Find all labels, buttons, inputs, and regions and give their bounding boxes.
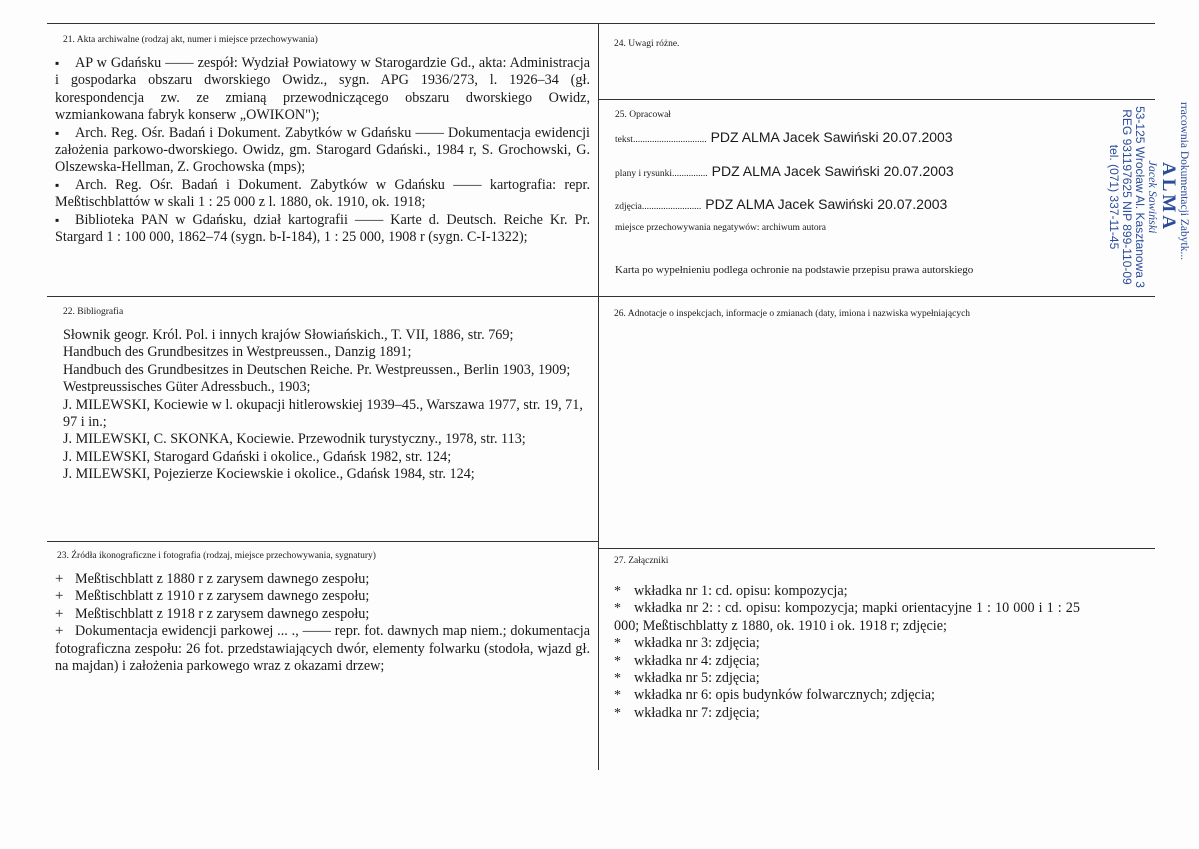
list-item: ▪ Arch. Reg. Ośr. Badań i Dokument. Zabytków w Gdańsku —— kartografia: repr. Meßtischblattów w skali 1 : 25 000 z l. 1880, ok. 1910, ok. 1918; (55, 176, 590, 211)
asterisk-bullet-icon: * (614, 671, 621, 687)
photos-author-value: PDZ ALMA Jacek Sawiński 20.07.2003 (705, 196, 948, 212)
list-item: * wkładka nr 7: zdjęcia; (614, 704, 760, 721)
list-item: * wkładka nr 2: : cd. opisu: kompozycja; mapki orientacyjne 1 : 10 000 i 1 : 25 000; Meßtischblatty z 1880, ok. 1910 i ok. 1918 r; zdjęcie; (614, 600, 1080, 634)
rule-left-2 (47, 541, 598, 542)
section-21-list (55, 55, 590, 246)
top-rule (47, 23, 1155, 24)
rule-right-2 (599, 296, 1155, 297)
asterisk-bullet-icon: * (614, 705, 621, 721)
section-23-heading: 23. Źródła ikonograficzne i fotografia (rodzaj, miejsce przechowywania, sygnatury) (57, 551, 376, 561)
stamp-line-4: 53-125 Wrocław Al. Kasztanowa 3 (1133, 106, 1147, 288)
photos-author-row: zdjęcia......................... PDZ ALMA Jacek Sawiński 20.07.2003 (615, 196, 948, 212)
asterisk-bullet-icon: * (614, 584, 621, 599)
section-22-list (55, 327, 590, 484)
plus-bullet-icon: + (55, 571, 64, 587)
text-author-value: PDZ ALMA Jacek Sawiński 20.07.2003 (710, 129, 953, 145)
square-bullet-icon: ▪ (55, 56, 60, 70)
list-item: * wkładka nr 4: zdjęcia; (614, 652, 760, 669)
list-item: + Meßtischblatt z 1918 r z zarysem dawnego zespołu; (55, 605, 370, 622)
list-item: J. MILEWSKI, C. SKONKA, Kociewie. Przewodnik turystyczny., 1978, str. 113; (63, 431, 526, 448)
square-bullet-icon: ▪ (55, 125, 60, 140)
list-item: J. MILEWSKI, Kociewie w l. okupacji hitlerowskiej 1939–45., Warszawa 1977, str. 19, 71, 97 i in.; (63, 396, 583, 431)
list-item: ▪ AP w Gdańsku —— zespół: Wydział Powiatowy w Starogardzie Gd., akta: Administracja i gospodarka obszaru dworskiego Owidz., sygn. APG 1936/273, l. 1926–34 (gł. korespondencja zw. ze zmianą przewodniczącego obszaru dworskiego Owidz, wzmiankowana fabryk konserw „OWIKON"); (55, 55, 590, 124)
section-22-heading: 22. Bibliografia (63, 307, 124, 317)
stamp-line-2: ALMA (1158, 161, 1179, 233)
rule-left-1 (47, 296, 598, 297)
section-27-attachments (614, 555, 1080, 722)
list-item: * wkładka nr 3: zdjęcia; (614, 635, 760, 652)
list-item: + Dokumentacja ewidencji parkowej ... ., —— repr. fot. dawnych map niem.; dokumentacja fotograficzna zespołu: 26 fot. przedstawiających dwór, elementy folwarku (stodoła, wjazd gł. na majdan) i założenia parkowego wraz z okazami drzew; (55, 623, 590, 675)
section-21-heading: 21. Akta archiwalne (rodzaj akt, numer i miejsce przechowywania) (63, 35, 318, 45)
section-24-heading: 24. Uwagi różne. (614, 39, 680, 49)
plus-bullet-icon: + (55, 605, 64, 622)
section-25-heading: 25. Opracował (615, 110, 671, 120)
section-23-iconographic-sources (55, 550, 590, 675)
section-27-list (614, 583, 1080, 722)
list-item: ▪ Arch. Reg. Ośr. Badań i Dokument. Zabytków w Gdańsku —— Dokumentacja ewidencji założenia parkowo-dworskiego. Owidz, gm. Starogard Gdański., 1984 r, S. Grochowski, G. Olszewska-Hellman, Z. Grochowska (mps); (55, 124, 590, 176)
stamp-line-5: REG 931197625 NIP 899-110-09 (1120, 109, 1134, 285)
list-item: * wkładka nr 5: zdjęcia; (614, 670, 760, 687)
section-26-annotations (614, 308, 1144, 329)
rule-right-3 (599, 548, 1155, 549)
list-item: * wkładka nr 6: opis budynków folwarcznych; zdjęcia; (614, 687, 935, 704)
list-item: Handbuch des Grundbesitzes in Deutschen Reiche. Pr. Westpreussen., Berlin 1903, 1909; (63, 361, 571, 378)
drawings-author-value: PDZ ALMA Jacek Sawiński 20.07.2003 (711, 163, 954, 179)
asterisk-bullet-icon: * (614, 688, 621, 704)
drawings-author-row: plany i rysunki............... PDZ ALMA Jacek Sawiński 20.07.2003 (615, 163, 954, 179)
section-21-archival-records (55, 34, 590, 246)
section-24-notes (614, 38, 1144, 59)
square-bullet-icon: ▪ (55, 177, 60, 192)
asterisk-bullet-icon: * (614, 636, 621, 652)
list-item: + Meßtischblatt z 1880 r z zarysem dawnego zespołu; (55, 571, 370, 587)
list-item: J. MILEWSKI, Starogard Gdański i okolice., Gdańsk 1982, str. 124; (63, 448, 452, 465)
stamp-line-1: rracownia Dokumentacji Zabytk... (1178, 102, 1190, 261)
list-item: Słownik geogr. Król. Pol. i innych krajów Słowiańskich., T. VII, 1886, str. 769; (63, 327, 514, 343)
plus-bullet-icon: + (55, 588, 64, 605)
negatives-location: miejsce przechowywania negatywów: archiwum autora (615, 223, 827, 233)
section-27-heading: 27. Załączniki (614, 556, 669, 566)
copyright-notice: Karta po wypełnieniu podlega ochronie na podstawie przepisu prawa autorskiego (615, 264, 974, 276)
section-22-bibliography (55, 306, 590, 484)
list-item: ▪ Biblioteka PAN w Gdańsku, dział kartografii —— Karte d. Deutsch. Reiche Kr. Pr. Stargard 1 : 100 000, 1862–74 (sygn. b-I-184), 1 : 25 000, 1908 r (sygn. C-I-1322); (55, 211, 590, 246)
stamp-line-6: tel. (071) 337-11-45 (1107, 144, 1121, 250)
list-item: Westpreussisches Güter Adressbuch., 1903; (63, 379, 311, 396)
company-stamp (1040, 102, 1199, 288)
section-23-list (55, 571, 590, 675)
plus-bullet-icon: + (55, 623, 64, 640)
list-item: J. MILEWSKI, Pojezierze Kociewskie i okolice., Gdańsk 1984, str. 124; (63, 466, 475, 483)
square-bullet-icon: ▪ (55, 212, 60, 227)
section-25-prepared-by (599, 100, 1044, 296)
text-author-row: tekst............................... PDZ ALMA Jacek Sawiński 20.07.2003 (615, 129, 953, 145)
asterisk-bullet-icon: * (614, 653, 621, 669)
list-item: + Meßtischblatt z 1910 r z zarysem dawnego zespołu; (55, 588, 370, 605)
section-26-heading: 26. Adnotacje o inspekcjach, informacje o zmianach (daty, imiona i nazwiska wypełniających (614, 309, 971, 319)
stamp-line-3: Jacek Sawiński (1146, 160, 1160, 234)
list-item: * wkładka nr 1: cd. opisu: kompozycja; (614, 583, 848, 599)
asterisk-bullet-icon: * (614, 601, 621, 617)
list-item: Handbuch des Grundbesitzes in Westpreussen., Danzig 1891; (63, 344, 412, 361)
